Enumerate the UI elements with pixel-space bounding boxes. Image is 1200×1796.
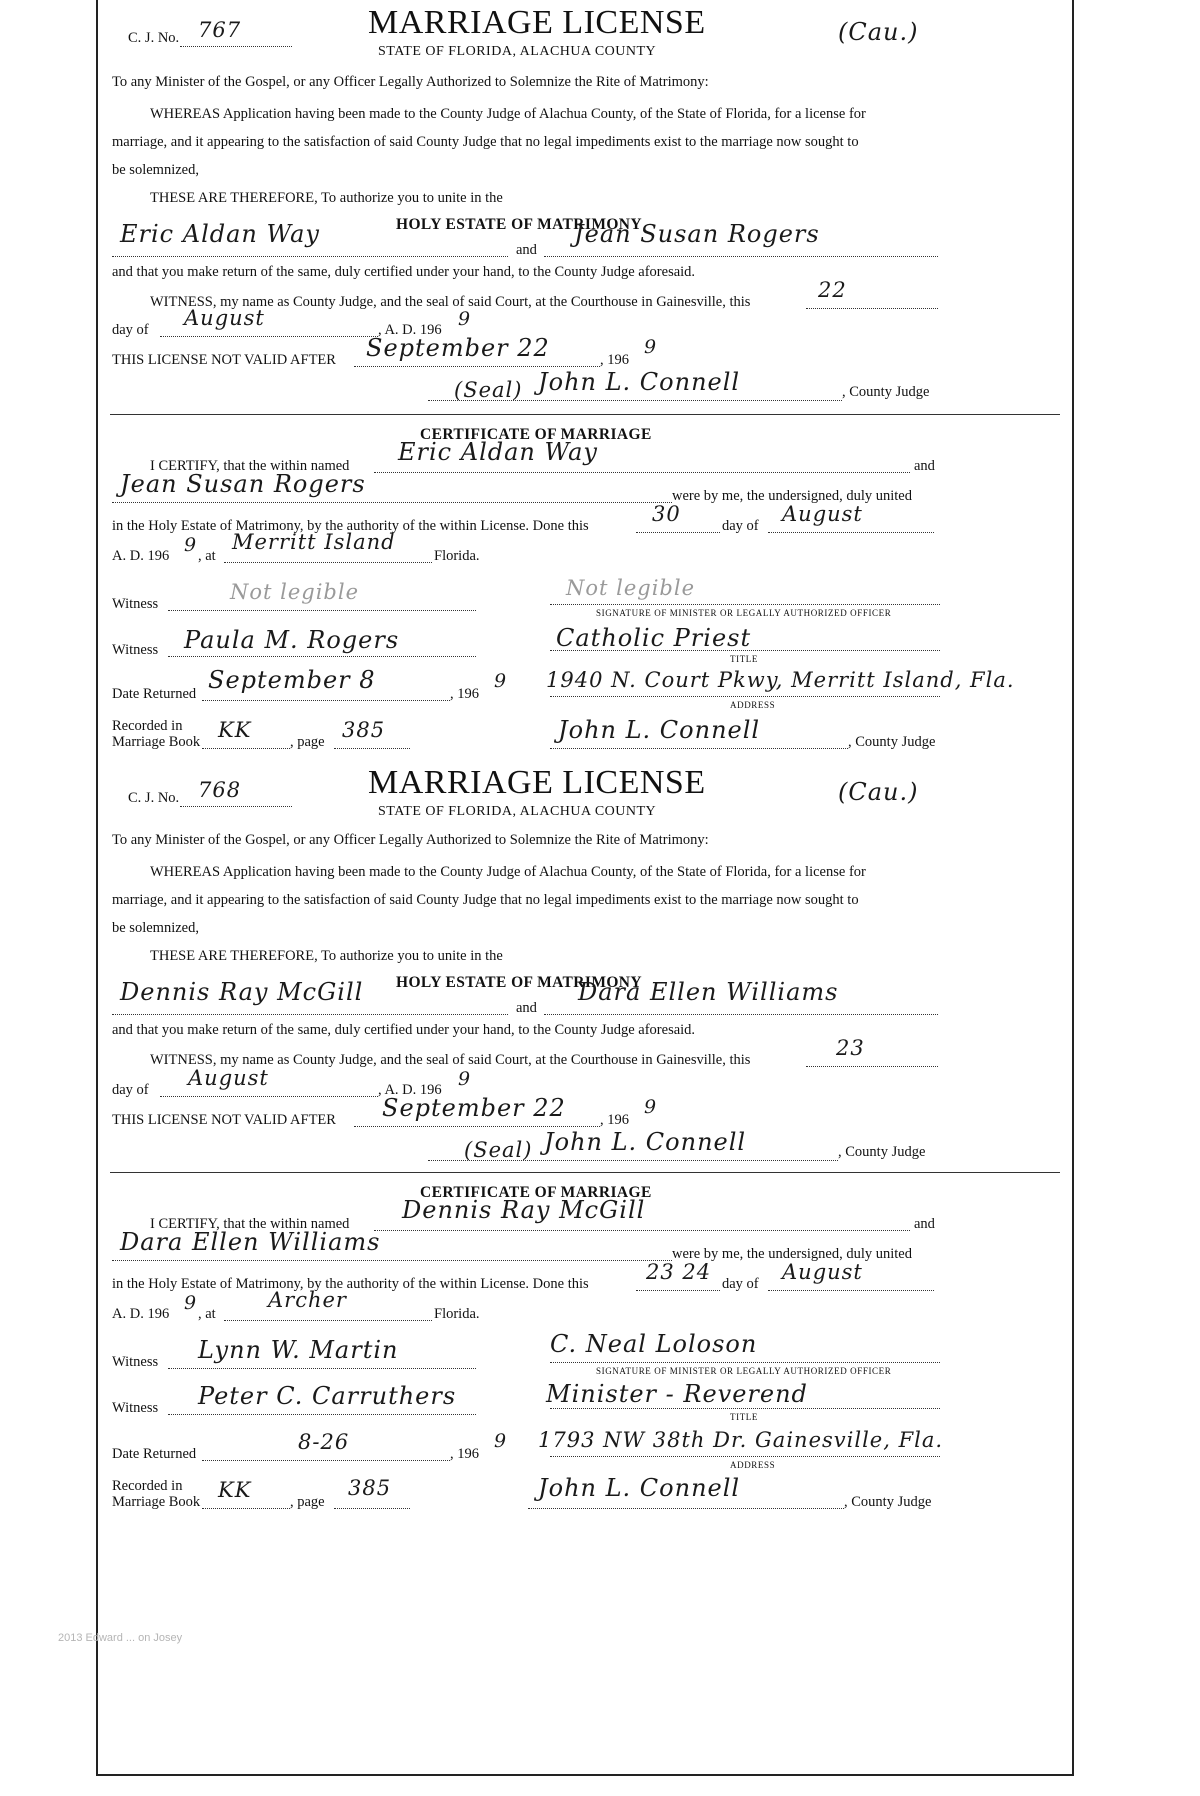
document-page (96, 0, 1074, 1776)
witness-1-label: Witness (112, 596, 159, 612)
license-title: MARRIAGE LICENSE (368, 764, 706, 801)
cert-and-label: and (914, 1216, 935, 1232)
recorded-in-label: Recorded in (112, 718, 183, 734)
witness-1-signature: Not legible (230, 580, 360, 604)
cert-bride-name: Jean Susan Rogers (120, 470, 366, 498)
cert-at-label: , at (198, 548, 216, 564)
certify-label: I CERTIFY, that the within named (150, 458, 350, 474)
recorder-county-judge-label: , County Judge (844, 1494, 932, 1510)
authority-label: in the Holy Estate of Matrimony, by the authority of the within License. Done this (112, 1276, 589, 1292)
united-label: were by me, the undersigned, duly united (672, 488, 912, 504)
bride-name: Jean Susan Rogers (574, 220, 820, 248)
issue-month: August (188, 1066, 269, 1090)
returned-year-digit: 9 (494, 1430, 508, 1452)
recorder-county-judge-label: , County Judge (848, 734, 936, 750)
year-label: , 196 (600, 1112, 629, 1128)
county-judge-label: , County Judge (842, 384, 930, 400)
cert-day: 30 (652, 502, 681, 526)
cert-at-label: , at (198, 1306, 216, 1322)
return-line: and that you make return of the same, duly certified under your hand, to the County Judge aforesaid. (112, 1022, 696, 1038)
ad-label: , A. D. 196 (378, 322, 442, 338)
witness-2-signature: Paula M. Rogers (184, 626, 400, 654)
and-label: and (516, 1000, 537, 1016)
recorder-signature: John L. Connell (558, 716, 761, 744)
date-returned-label: Date Returned (112, 686, 197, 702)
officer-address: 1940 N. Court Pkwy, Merritt Island, Fla. (546, 668, 1015, 692)
date-returned-label: Date Returned (112, 1446, 197, 1462)
cert-groom-name: Dennis Ray McGill (402, 1196, 646, 1224)
expiry-date: September 22 (382, 1094, 566, 1122)
cert-month: August (782, 502, 863, 526)
whereas-line-1: WHEREAS Application having been made to the County Judge of Alachua County, of the State of Florida, for a license for (150, 106, 866, 122)
page-label: , page (290, 1494, 325, 1510)
certificate-heading: CERTIFICATE OF MARRIAGE (420, 1184, 652, 1201)
marriage-book-label: Marriage Book (112, 1494, 201, 1510)
cert-bride-name: Dara Ellen Williams (120, 1228, 381, 1256)
cert-ad-label: A. D. 196 (112, 548, 170, 564)
address-line: To any Minister of the Gospel, or any Officer Legally Authorized to Solemnize the Rite of Matrimony: (112, 74, 709, 90)
authority-label: in the Holy Estate of Matrimony, by the authority of the within License. Done this (112, 518, 589, 534)
page-label: , page (290, 734, 325, 750)
and-label: and (516, 242, 537, 258)
witness-1-label: Witness (112, 1354, 159, 1370)
cert-day-of-label: day of (722, 518, 759, 534)
witness-line: WITNESS, my name as County Judge, and the seal of said Court, at the Courthouse in Gainesville, this (150, 1052, 751, 1068)
officer-signature: C. Neal Loloson (550, 1330, 758, 1358)
whereas-line-2: marriage, and it appearing to the satisfaction of said County Judge that no legal impediments exist to the marriage now sought to (112, 892, 859, 908)
day-of-label: day of (112, 322, 149, 338)
seal-mark: (Seal) (454, 378, 523, 402)
signature-caption: SIGNATURE OF MINISTER OR LEGALLY AUTHORIZED OFFICER (596, 1366, 892, 1376)
cert-year-digit: 9 (184, 1292, 198, 1314)
florida-label: Florida. (434, 548, 480, 564)
returned-year-label: , 196 (450, 686, 479, 702)
judge-signature: John L. Connell (538, 368, 741, 396)
bride-name: Dara Ellen Williams (578, 978, 839, 1006)
cert-place: Merritt Island (232, 530, 396, 554)
whereas-line-3: be solemnized, (112, 162, 199, 178)
ad-label: , A. D. 196 (378, 1082, 442, 1098)
cj-number: 768 (198, 778, 242, 802)
officer-title: Catholic Priest (556, 624, 752, 652)
witness-line: WITNESS, my name as County Judge, and the seal of said Court, at the Courthouse in Gainesville, this (150, 294, 751, 310)
not-valid-label: THIS LICENSE NOT VALID AFTER (112, 1112, 336, 1128)
watermark: 2013 Edward ... on Josey (58, 1632, 183, 1644)
address-caption: ADDRESS (730, 1460, 776, 1470)
cert-groom-name: Eric Aldan Way (398, 438, 598, 466)
page-value: 385 (342, 718, 386, 742)
cert-and-label: and (914, 458, 935, 474)
signature-caption: SIGNATURE OF MINISTER OR LEGALLY AUTHORIZED OFFICER (596, 608, 892, 618)
not-valid-label: THIS LICENSE NOT VALID AFTER (112, 352, 336, 368)
county-judge-label: , County Judge (838, 1144, 926, 1160)
witness-2-label: Witness (112, 642, 159, 658)
marriage-book-label: Marriage Book (112, 734, 201, 750)
cert-day: 23 24 (646, 1260, 712, 1284)
whereas-line-3: be solemnized, (112, 920, 199, 936)
groom-name: Eric Aldan Way (120, 220, 320, 248)
marriage-book-value: KK (218, 1478, 252, 1502)
certify-label: I CERTIFY, that the within named (150, 1216, 350, 1232)
therefore-line: THESE ARE THEREFORE, To authorize you to unite in the (150, 190, 503, 206)
cj-label: C. J. No. (128, 790, 180, 806)
expiry-date: September 22 (366, 334, 550, 362)
florida-label: Florida. (434, 1306, 480, 1322)
returned-year-label: , 196 (450, 1446, 479, 1462)
year-label: , 196 (600, 352, 629, 368)
recorded-in-label: Recorded in (112, 1478, 183, 1494)
therefore-line: THESE ARE THEREFORE, To authorize you to unite in the (150, 948, 503, 964)
license-subtitle: STATE OF FLORIDA, ALACHUA COUNTY (378, 804, 657, 819)
page-value: 385 (348, 1476, 392, 1500)
issue-year-digit: 9 (458, 308, 472, 330)
corner-note: (Cau.) (838, 18, 919, 46)
title-caption: TITLE (730, 654, 758, 664)
whereas-line-2: marriage, and it appearing to the satisfaction of said County Judge that no legal impediments exist to the marriage now sought to (112, 134, 859, 150)
cert-month: August (782, 1260, 863, 1284)
marriage-book-value: KK (218, 718, 252, 742)
officer-title: Minister - Reverend (546, 1380, 808, 1408)
witness-2-signature: Peter C. Carruthers (198, 1382, 457, 1410)
cert-place: Archer (268, 1288, 347, 1312)
holy-estate-heading: HOLY ESTATE OF MATRIMONY (396, 216, 642, 233)
united-label: were by me, the undersigned, duly united (672, 1246, 912, 1262)
issue-year-digit: 9 (458, 1068, 472, 1090)
corner-note: (Cau.) (838, 778, 919, 806)
issue-day: 23 (836, 1036, 865, 1060)
cert-year-digit: 9 (184, 534, 198, 556)
license-subtitle: STATE OF FLORIDA, ALACHUA COUNTY (378, 44, 657, 59)
issue-day: 22 (818, 278, 847, 302)
judge-signature: John L. Connell (544, 1128, 747, 1156)
cj-number: 767 (198, 18, 242, 42)
cj-label: C. J. No. (128, 30, 180, 46)
groom-name: Dennis Ray McGill (120, 978, 364, 1006)
title-caption: TITLE (730, 1412, 758, 1422)
holy-estate-heading: HOLY ESTATE OF MATRIMONY (396, 974, 642, 991)
officer-address: 1793 NW 38th Dr. Gainesville, Fla. (538, 1428, 944, 1452)
witness-1-signature: Lynn W. Martin (198, 1336, 399, 1364)
officer-signature: Not legible (566, 576, 696, 600)
license-title: MARRIAGE LICENSE (368, 4, 706, 41)
seal-mark: (Seal) (464, 1138, 533, 1162)
expiry-year-digit: 9 (644, 1096, 658, 1118)
address-line: To any Minister of the Gospel, or any Officer Legally Authorized to Solemnize the Rite of Matrimony: (112, 832, 709, 848)
recorder-signature: John L. Connell (538, 1474, 741, 1502)
whereas-line-1: WHEREAS Application having been made to the County Judge of Alachua County, of the State of Florida, for a license for (150, 864, 866, 880)
date-returned-value: September 8 (208, 666, 376, 694)
cert-ad-label: A. D. 196 (112, 1306, 170, 1322)
return-line: and that you make return of the same, duly certified under your hand, to the County Judge aforesaid. (112, 264, 696, 280)
witness-2-label: Witness (112, 1400, 159, 1416)
issue-month: August (184, 306, 265, 330)
expiry-year-digit: 9 (644, 336, 658, 358)
certificate-heading: CERTIFICATE OF MARRIAGE (420, 426, 652, 443)
cert-day-of-label: day of (722, 1276, 759, 1292)
day-of-label: day of (112, 1082, 149, 1098)
address-caption: ADDRESS (730, 700, 776, 710)
date-returned-value: 8-26 (298, 1430, 350, 1454)
returned-year-digit: 9 (494, 670, 508, 692)
